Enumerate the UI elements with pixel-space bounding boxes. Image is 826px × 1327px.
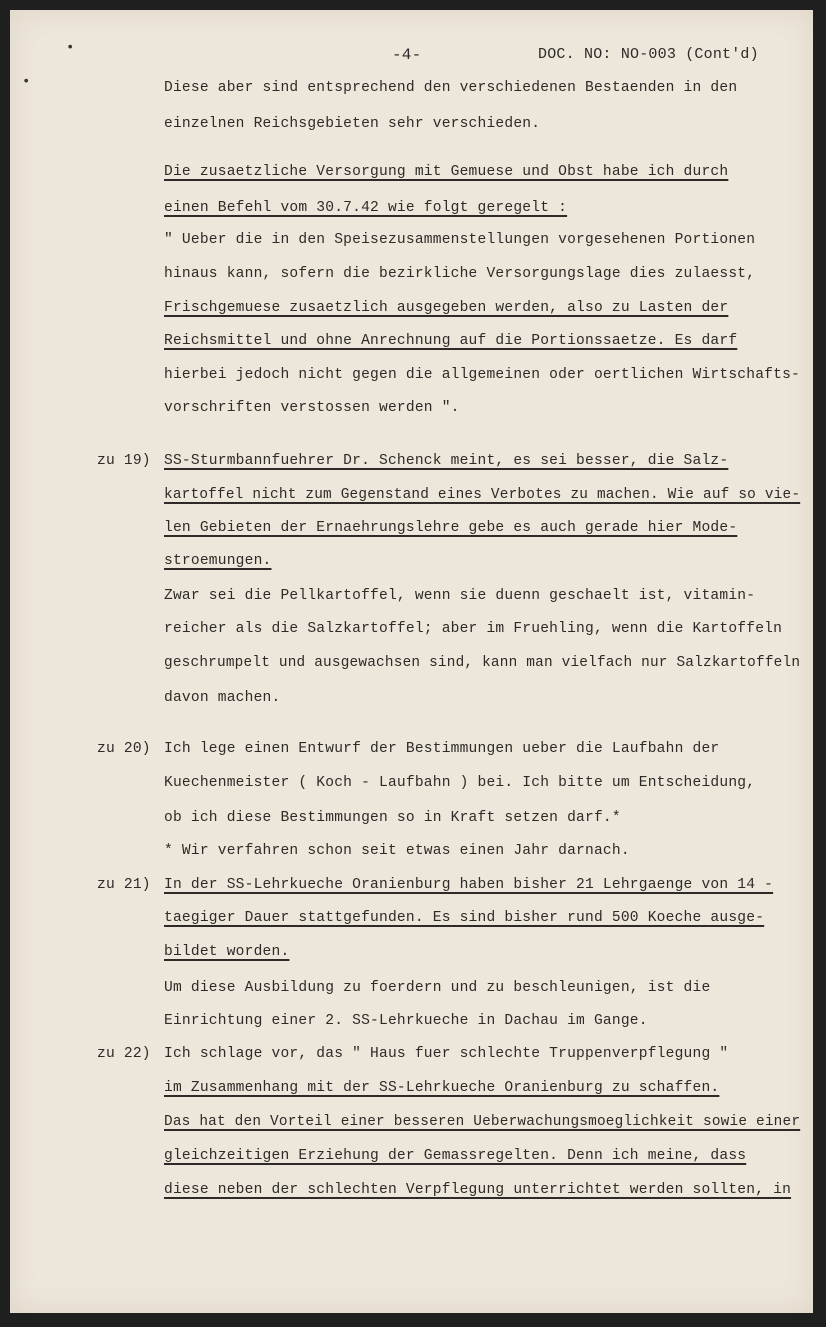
item-label: zu 22)	[97, 1046, 151, 1062]
text-line: Reichsmittel und ohne Anrechnung auf die Portionssaetze. Es darf	[164, 333, 738, 349]
document-reference: DOC. NO: NO-003 (Cont'd)	[538, 46, 759, 63]
text-line: einzelnen Reichsgebieten sehr verschieden.	[164, 116, 541, 132]
text-line: davon machen.	[164, 690, 281, 706]
text-line: vorschriften verstossen werden ".	[164, 400, 460, 416]
ink-speck: •	[66, 40, 75, 56]
text-line: Diese aber sind entsprechend den verschiedenen Bestaenden in den	[164, 80, 738, 96]
text-line: In der SS-Lehrkueche Oranienburg haben bisher 21 Lehrgaenge von 14 -	[164, 877, 774, 893]
text-line: geschrumpelt und ausgewachsen sind, kann man vielfach nur Salzkartoffeln	[164, 655, 801, 671]
text-line: diese neben der schlechten Verpflegung unterrichtet werden sollten, in	[164, 1182, 792, 1198]
text-line: SS-Sturmbannfuehrer Dr. Schenck meint, es sei besser, die Salz-	[164, 453, 729, 469]
text-line: hinaus kann, sofern die bezirkliche Versorgungslage dies zulaesst,	[164, 266, 756, 282]
text-line: im Zusammenhang mit der SS-Lehrkueche Oranienburg zu schaffen.	[164, 1080, 720, 1096]
text-line: reicher als die Salzkartoffel; aber im Fruehling, wenn die Kartoffeln	[164, 621, 783, 637]
text-line: len Gebieten der Ernaehrungslehre gebe es auch gerade hier Mode-	[164, 520, 738, 536]
text-line: hierbei jedoch nicht gegen die allgemeinen oder oertlichen Wirtschafts-	[164, 367, 800, 383]
text-line: Die zusaetzliche Versorgung mit Gemuese und Obst habe ich durch	[164, 164, 729, 180]
text-line: Ich lege einen Entwurf der Bestimmungen ueber die Laufbahn der	[164, 741, 720, 757]
text-line: kartoffel nicht zum Gegenstand eines Verbotes zu machen. Wie auf so vie-	[164, 487, 801, 503]
item-label: zu 21)	[97, 877, 151, 893]
text-line: Ich schlage vor, das " Haus fuer schlechte Truppenverpflegung "	[164, 1046, 729, 1062]
document-page	[10, 10, 813, 1313]
text-line: Zwar sei die Pellkartoffel, wenn sie duenn geschaelt ist, vitamin-	[164, 588, 756, 604]
item-label: zu 20)	[97, 741, 151, 757]
text-line: ob ich diese Bestimmungen so in Kraft setzen darf.*	[164, 810, 621, 826]
text-line: einen Befehl vom 30.7.42 wie folgt geregelt :	[164, 200, 568, 216]
text-line: Frischgemuese zusaetzlich ausgegeben werden, also zu Lasten der	[164, 300, 729, 316]
text-line: stroemungen.	[164, 553, 272, 569]
text-line: " Ueber die in den Speisezusammenstellungen vorgesehenen Portionen	[164, 232, 756, 248]
text-line: Kuechenmeister ( Koch - Laufbahn ) bei. Ich bitte um Entscheidung,	[164, 775, 756, 791]
text-line: taegiger Dauer stattgefunden. Es sind bisher rund 500 Koeche ausge-	[164, 910, 765, 926]
item-label: zu 19)	[97, 453, 151, 469]
page-number: -4-	[392, 46, 422, 64]
text-line: Einrichtung einer 2. SS-Lehrkueche in Dachau im Gange.	[164, 1013, 648, 1029]
text-line: Um diese Ausbildung zu foerdern und zu beschleunigen, ist die	[164, 980, 711, 996]
ink-speck: •	[22, 74, 31, 90]
text-line: Das hat den Vorteil einer besseren Ueberwachungsmoeglichkeit sowie einer	[164, 1114, 801, 1130]
text-line: bildet worden.	[164, 944, 290, 960]
text-line: gleichzeitigen Erziehung der Gemassregelten. Denn ich meine, dass	[164, 1148, 747, 1164]
text-line: * Wir verfahren schon seit etwas einen Jahr darnach.	[164, 843, 630, 859]
